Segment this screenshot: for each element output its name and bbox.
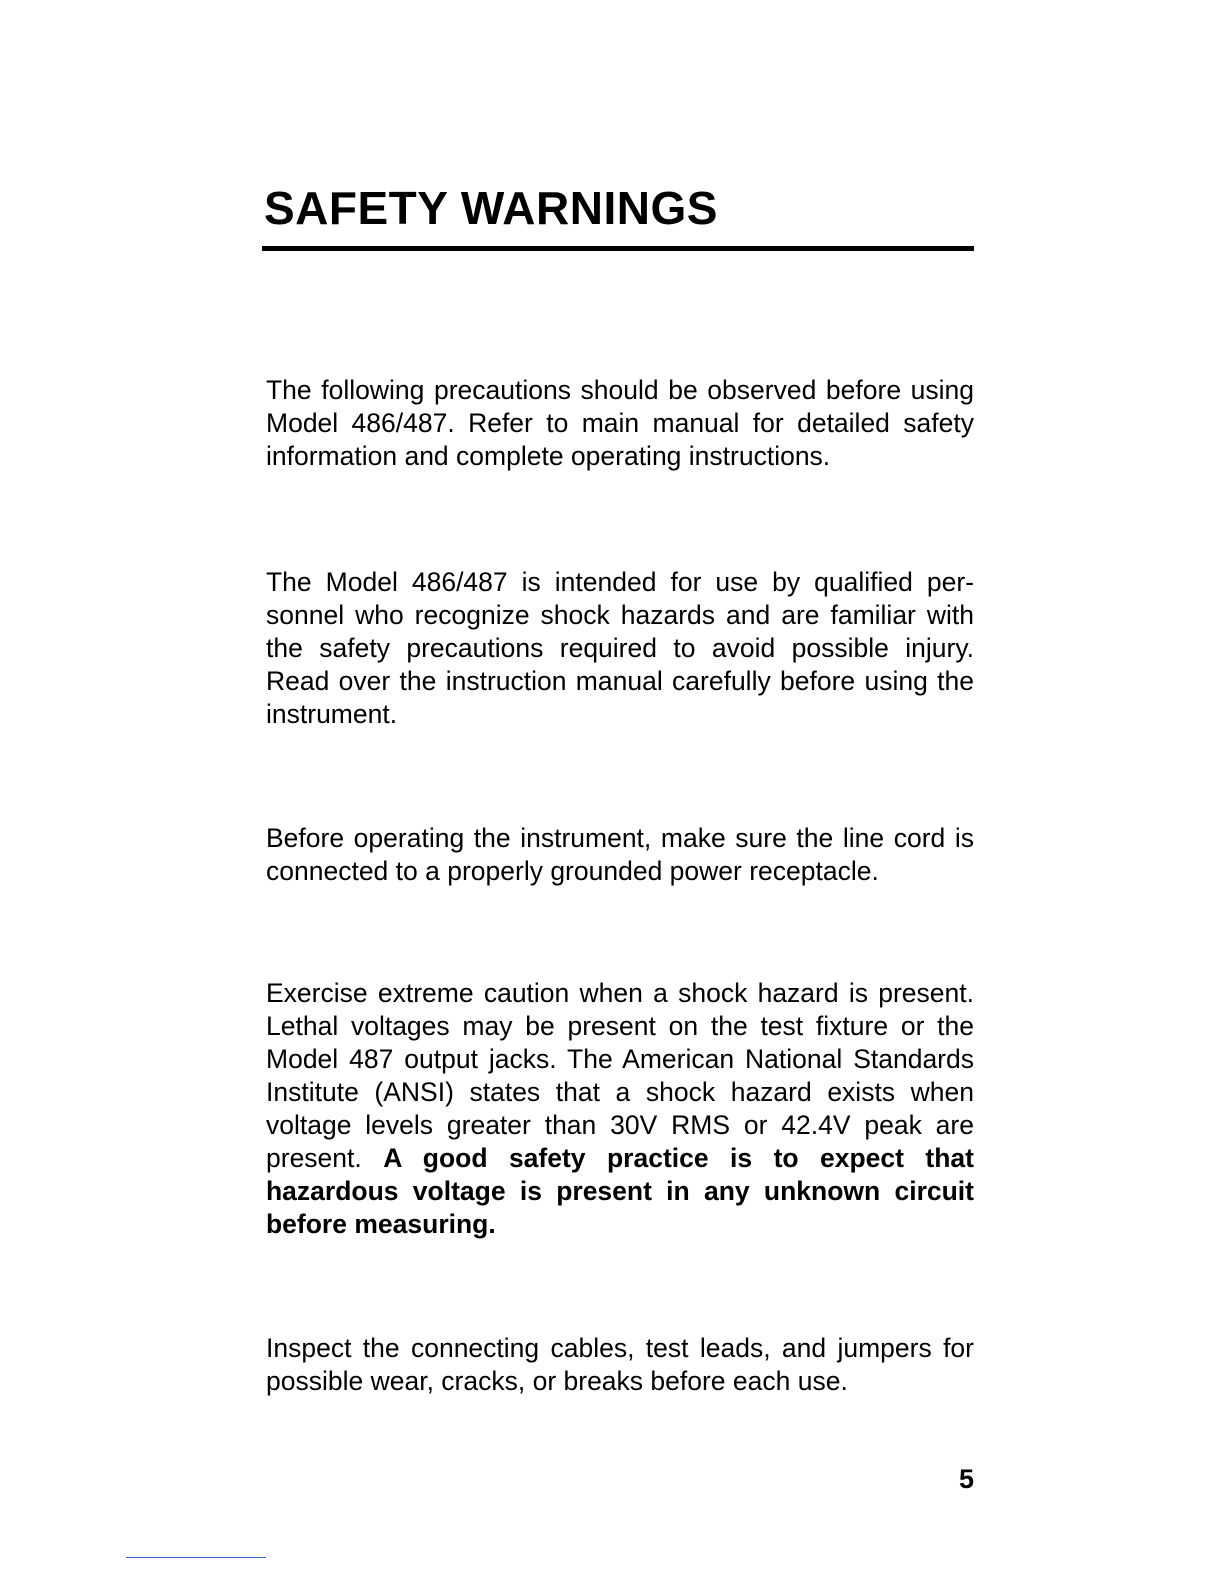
qualified-personnel-paragraph: The Model 486/487 is intended for use by qualified personnel who recognize shock hazards and are familiar with the safety precautions required to avoid possible injury. Read over the instruction manual carefully before using the instrument. xyxy=(266,567,974,729)
title-underline xyxy=(262,246,974,251)
page-title: SAFETY WARNINGS xyxy=(264,182,718,234)
safety-practice-emphasis: A good safety practice is to expect that hazardous voltage is present in any unknown circuit before measuring. xyxy=(266,1143,974,1239)
inspection-paragraph: Inspect the connecting cables, test leads, and jumpers for possible wear, cracks, or breaks before each use. xyxy=(266,1333,974,1396)
footer-divider xyxy=(126,1557,266,1558)
page-number: 5 xyxy=(958,1464,974,1494)
shock-hazard-text: Exercise extreme caution when a shock hazard is present. Lethal voltages may be present on the test fixture or the Model 487 output jacks. The American National Standards Institute (ANSI) states that a shock hazard exists when voltage levels greater than 30V RMS or 42.4V peak are present. xyxy=(266,978,974,1173)
shock-hazard-paragraph xyxy=(266,977,974,1241)
precautions-paragraph: The following precautions should be observed before using Model 486/487. Refer to main manual for detailed safety information and complete operating instructions. xyxy=(266,375,974,471)
grounding-paragraph: Before operating the instrument, make sure the line cord is connected to a properly grounded power receptacle. xyxy=(266,823,974,886)
